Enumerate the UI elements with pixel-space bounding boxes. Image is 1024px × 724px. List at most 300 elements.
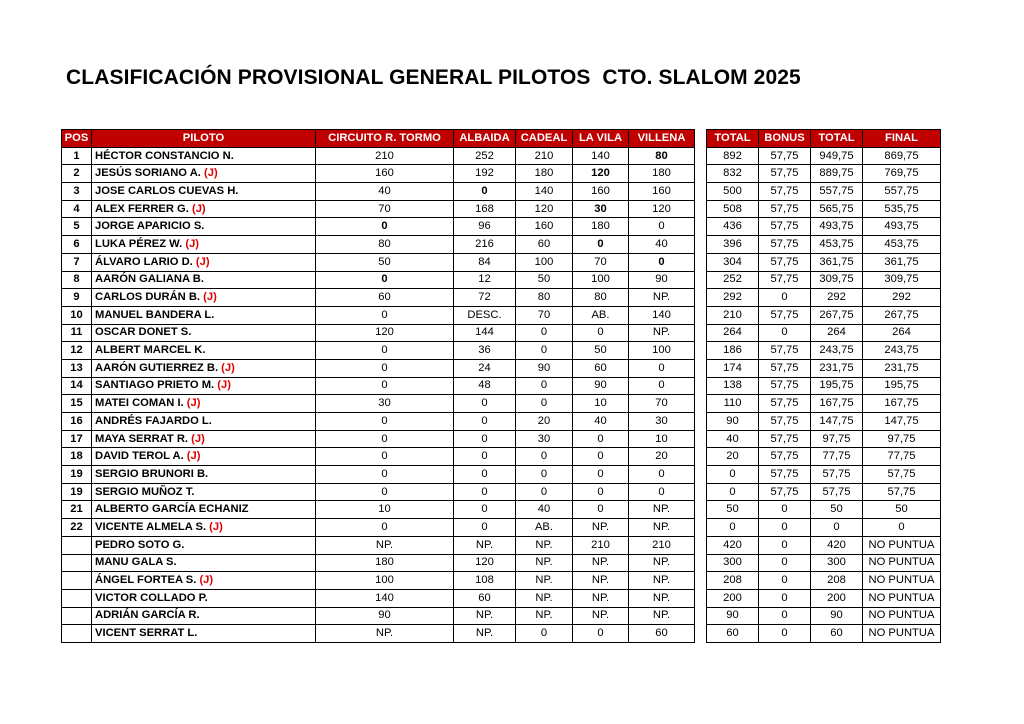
pos-cell: 19 bbox=[62, 483, 92, 501]
pilot-name: ÁLVARO LARIO D. bbox=[95, 255, 193, 268]
pilot-name-cell bbox=[92, 377, 316, 395]
score-cadeal: NP. bbox=[516, 589, 573, 607]
totals-row bbox=[707, 306, 941, 324]
table-row bbox=[62, 218, 695, 236]
score-la-vila: 180 bbox=[573, 218, 629, 236]
total-with-bonus-cell: 453,75 bbox=[811, 236, 863, 254]
total-with-bonus-cell: 208 bbox=[811, 572, 863, 590]
score-villena: 0 bbox=[629, 483, 695, 501]
score-la-vila: 120 bbox=[573, 165, 629, 183]
bonus-cell: 57,75 bbox=[759, 448, 811, 466]
pilot-name-cell bbox=[92, 589, 316, 607]
pilot-name: VICENTE ALMELA S. bbox=[95, 520, 207, 533]
pos-cell bbox=[62, 554, 92, 572]
score-villena: 0 bbox=[629, 253, 695, 271]
bonus-cell: 0 bbox=[759, 536, 811, 554]
pos-cell: 14 bbox=[62, 377, 92, 395]
final-cell: NO PUNTUA bbox=[863, 572, 941, 590]
table-row bbox=[62, 271, 695, 289]
score-albaida: 12 bbox=[454, 271, 516, 289]
pilot-name: HÉCTOR CONSTANCIO N. bbox=[95, 149, 234, 162]
score-la-vila: 100 bbox=[573, 271, 629, 289]
score-cadeal: NP. bbox=[516, 607, 573, 625]
score-la-vila: 0 bbox=[573, 466, 629, 484]
pilot-name: AARÓN GALIANA B. bbox=[95, 273, 204, 286]
total-cell: 508 bbox=[707, 200, 759, 218]
score-villena: NP. bbox=[629, 589, 695, 607]
score-villena: NP. bbox=[629, 554, 695, 572]
score-circuito-r-tormo: 0 bbox=[316, 359, 454, 377]
pilot-name: CARLOS DURÁN B. bbox=[95, 291, 201, 304]
table-row bbox=[62, 165, 695, 183]
total-with-bonus-cell: 147,75 bbox=[811, 413, 863, 431]
score-villena: NP. bbox=[629, 501, 695, 519]
pos-cell: 16 bbox=[62, 413, 92, 431]
header-cadeal: CADEAL bbox=[516, 130, 573, 148]
score-albaida: 0 bbox=[454, 395, 516, 413]
total-cell: 0 bbox=[707, 519, 759, 537]
final-cell: 769,75 bbox=[863, 165, 941, 183]
junior-badge: (J) bbox=[185, 237, 200, 250]
table-row bbox=[62, 342, 695, 360]
score-cadeal: 50 bbox=[516, 271, 573, 289]
score-villena: 0 bbox=[629, 377, 695, 395]
totals-row bbox=[707, 218, 941, 236]
bonus-cell: 57,75 bbox=[759, 466, 811, 484]
table-row bbox=[62, 413, 695, 431]
header-villena: VILLENA bbox=[629, 130, 695, 148]
bonus-cell: 0 bbox=[759, 289, 811, 307]
total-with-bonus-cell: 243,75 bbox=[811, 342, 863, 360]
totals-row bbox=[707, 165, 941, 183]
score-villena: 140 bbox=[629, 306, 695, 324]
pos-cell bbox=[62, 607, 92, 625]
score-la-vila: 160 bbox=[573, 183, 629, 201]
pilot-name-cell bbox=[92, 448, 316, 466]
total-with-bonus-cell: 889,75 bbox=[811, 165, 863, 183]
score-circuito-r-tormo: 0 bbox=[316, 342, 454, 360]
score-la-vila: 0 bbox=[573, 625, 629, 643]
bonus-cell: 57,75 bbox=[759, 271, 811, 289]
final-cell: 147,75 bbox=[863, 413, 941, 431]
bonus-cell: 0 bbox=[759, 554, 811, 572]
pos-cell: 18 bbox=[62, 448, 92, 466]
total-cell: 210 bbox=[707, 306, 759, 324]
pilot-name: MANU GALA S. bbox=[95, 556, 177, 569]
totals-row bbox=[707, 501, 941, 519]
totals-row bbox=[707, 519, 941, 537]
totals-row bbox=[707, 377, 941, 395]
bonus-cell: 0 bbox=[759, 572, 811, 590]
score-cadeal: 80 bbox=[516, 289, 573, 307]
score-circuito-r-tormo: 80 bbox=[316, 236, 454, 254]
score-cadeal: 0 bbox=[516, 448, 573, 466]
bonus-cell: 57,75 bbox=[759, 395, 811, 413]
total-cell: 0 bbox=[707, 466, 759, 484]
junior-badge: (J) bbox=[203, 291, 217, 304]
bonus-cell: 57,75 bbox=[759, 218, 811, 236]
score-circuito-r-tormo: 0 bbox=[316, 519, 454, 537]
score-la-vila: 40 bbox=[573, 413, 629, 431]
score-la-vila: 210 bbox=[573, 536, 629, 554]
pos-cell: 17 bbox=[62, 430, 92, 448]
pilot-name: AARÓN GUTIERREZ B. bbox=[95, 361, 219, 374]
score-villena: NP. bbox=[629, 519, 695, 537]
pos-cell: 10 bbox=[62, 306, 92, 324]
total-cell: 832 bbox=[707, 165, 759, 183]
score-villena: 0 bbox=[629, 466, 695, 484]
table-row bbox=[62, 572, 695, 590]
total-cell: 138 bbox=[707, 377, 759, 395]
bonus-cell: 57,75 bbox=[759, 147, 811, 165]
pilot-name-cell bbox=[92, 466, 316, 484]
table-row bbox=[62, 607, 695, 625]
table-row bbox=[62, 200, 695, 218]
total-cell: 50 bbox=[707, 501, 759, 519]
totals-header-row bbox=[707, 130, 941, 148]
pilot-name: ALEX FERRER G. bbox=[95, 202, 189, 215]
score-albaida: 24 bbox=[454, 359, 516, 377]
final-cell: 309,75 bbox=[863, 271, 941, 289]
score-cadeal: NP. bbox=[516, 554, 573, 572]
total-cell: 420 bbox=[707, 536, 759, 554]
total-cell: 110 bbox=[707, 395, 759, 413]
pilot-name: VICENT SERRAT L. bbox=[95, 627, 198, 640]
score-cadeal: 0 bbox=[516, 324, 573, 342]
totals-row bbox=[707, 483, 941, 501]
score-la-vila: 30 bbox=[573, 200, 629, 218]
score-cadeal: 100 bbox=[516, 253, 573, 271]
total-cell: 60 bbox=[707, 625, 759, 643]
totals-row bbox=[707, 466, 941, 484]
pilot-name: OSCAR DONET S. bbox=[95, 326, 192, 339]
final-cell: 57,75 bbox=[863, 483, 941, 501]
score-cadeal: 60 bbox=[516, 236, 573, 254]
total-cell: 892 bbox=[707, 147, 759, 165]
total-with-bonus-cell: 361,75 bbox=[811, 253, 863, 271]
score-circuito-r-tormo: 100 bbox=[316, 572, 454, 590]
pilot-name: PEDRO SOTO G. bbox=[95, 538, 185, 551]
total-with-bonus-cell: 167,75 bbox=[811, 395, 863, 413]
score-circuito-r-tormo: 0 bbox=[316, 448, 454, 466]
score-albaida: 96 bbox=[454, 218, 516, 236]
score-la-vila: NP. bbox=[573, 554, 629, 572]
table-row bbox=[62, 466, 695, 484]
pos-cell: 2 bbox=[62, 165, 92, 183]
totals-row bbox=[707, 253, 941, 271]
totals-row bbox=[707, 289, 941, 307]
bonus-cell: 0 bbox=[759, 607, 811, 625]
pos-cell bbox=[62, 625, 92, 643]
total-with-bonus-cell: 292 bbox=[811, 289, 863, 307]
total-with-bonus-cell: 0 bbox=[811, 519, 863, 537]
score-circuito-r-tormo: 70 bbox=[316, 200, 454, 218]
final-cell: NO PUNTUA bbox=[863, 625, 941, 643]
pilot-name-cell bbox=[92, 200, 316, 218]
bonus-cell: 57,75 bbox=[759, 253, 811, 271]
total-with-bonus-cell: 97,75 bbox=[811, 430, 863, 448]
table-row bbox=[62, 359, 695, 377]
pilot-name: JOSE CARLOS CUEVAS H. bbox=[95, 184, 239, 197]
score-cadeal: 140 bbox=[516, 183, 573, 201]
total-with-bonus-cell: 50 bbox=[811, 501, 863, 519]
score-villena: 100 bbox=[629, 342, 695, 360]
total-cell: 252 bbox=[707, 271, 759, 289]
header-la-vila: LA VILA bbox=[573, 130, 629, 148]
score-circuito-r-tormo: 160 bbox=[316, 165, 454, 183]
pos-cell: 9 bbox=[62, 289, 92, 307]
score-cadeal: NP. bbox=[516, 572, 573, 590]
pilot-name-cell bbox=[92, 218, 316, 236]
page-title: CLASIFICACIÓN PROVISIONAL GENERAL PILOTOS CTO. SLALOM 2025 bbox=[66, 66, 801, 89]
totals-row bbox=[707, 589, 941, 607]
final-cell: NO PUNTUA bbox=[863, 554, 941, 572]
final-cell: 493,75 bbox=[863, 218, 941, 236]
pilot-name: VICTOR COLLADO P. bbox=[95, 591, 208, 604]
bonus-cell: 57,75 bbox=[759, 483, 811, 501]
table-row bbox=[62, 183, 695, 201]
header-total-bonus: TOTAL bbox=[811, 130, 863, 148]
total-with-bonus-cell: 200 bbox=[811, 589, 863, 607]
pos-cell: 3 bbox=[62, 183, 92, 201]
score-villena: 0 bbox=[629, 218, 695, 236]
score-albaida: 120 bbox=[454, 554, 516, 572]
total-with-bonus-cell: 195,75 bbox=[811, 377, 863, 395]
total-with-bonus-cell: 267,75 bbox=[811, 306, 863, 324]
score-albaida: 216 bbox=[454, 236, 516, 254]
final-cell: 264 bbox=[863, 324, 941, 342]
score-albaida: 144 bbox=[454, 324, 516, 342]
final-cell: 231,75 bbox=[863, 359, 941, 377]
total-cell: 292 bbox=[707, 289, 759, 307]
score-cadeal: 160 bbox=[516, 218, 573, 236]
score-cadeal: 210 bbox=[516, 147, 573, 165]
pilot-name-cell bbox=[92, 607, 316, 625]
pilot-name: MATEI COMAN I. bbox=[95, 397, 184, 410]
pilot-name-cell bbox=[92, 306, 316, 324]
bonus-cell: 57,75 bbox=[759, 200, 811, 218]
bonus-cell: 57,75 bbox=[759, 342, 811, 360]
total-cell: 304 bbox=[707, 253, 759, 271]
score-albaida: 48 bbox=[454, 377, 516, 395]
pilot-name: MAYA SERRAT R. bbox=[95, 432, 189, 445]
totals-row bbox=[707, 413, 941, 431]
score-la-vila: 60 bbox=[573, 359, 629, 377]
score-villena: 20 bbox=[629, 448, 695, 466]
score-la-vila: 0 bbox=[573, 430, 629, 448]
bonus-cell: 57,75 bbox=[759, 183, 811, 201]
score-cadeal: 40 bbox=[516, 501, 573, 519]
score-albaida: 0 bbox=[454, 466, 516, 484]
final-cell: 167,75 bbox=[863, 395, 941, 413]
table-row bbox=[62, 589, 695, 607]
totals-row bbox=[707, 625, 941, 643]
pilot-name-cell bbox=[92, 572, 316, 590]
pilot-name-cell bbox=[92, 147, 316, 165]
score-villena: 40 bbox=[629, 236, 695, 254]
score-albaida: NP. bbox=[454, 536, 516, 554]
score-circuito-r-tormo: 0 bbox=[316, 466, 454, 484]
total-with-bonus-cell: 300 bbox=[811, 554, 863, 572]
table-row bbox=[62, 236, 695, 254]
junior-badge: (J) bbox=[209, 520, 223, 533]
table-row bbox=[62, 324, 695, 342]
table-row bbox=[62, 448, 695, 466]
totals-row bbox=[707, 554, 941, 572]
final-cell: 453,75 bbox=[863, 236, 941, 254]
table-row bbox=[62, 554, 695, 572]
score-circuito-r-tormo: 50 bbox=[316, 253, 454, 271]
pilot-name-cell bbox=[92, 519, 316, 537]
header-bonus: BONUS bbox=[759, 130, 811, 148]
total-with-bonus-cell: 57,75 bbox=[811, 466, 863, 484]
score-villena: 60 bbox=[629, 625, 695, 643]
score-cadeal: 0 bbox=[516, 342, 573, 360]
bonus-cell: 0 bbox=[759, 589, 811, 607]
score-cadeal: 70 bbox=[516, 306, 573, 324]
score-villena: 180 bbox=[629, 165, 695, 183]
score-albaida: 192 bbox=[454, 165, 516, 183]
score-circuito-r-tormo: 40 bbox=[316, 183, 454, 201]
score-cadeal: 120 bbox=[516, 200, 573, 218]
score-circuito-r-tormo: 30 bbox=[316, 395, 454, 413]
total-with-bonus-cell: 60 bbox=[811, 625, 863, 643]
totals-row bbox=[707, 271, 941, 289]
total-cell: 500 bbox=[707, 183, 759, 201]
table-row bbox=[62, 536, 695, 554]
score-circuito-r-tormo: NP. bbox=[316, 625, 454, 643]
score-cadeal: 20 bbox=[516, 413, 573, 431]
pilot-name-cell bbox=[92, 289, 316, 307]
score-villena: NP. bbox=[629, 289, 695, 307]
totals-row bbox=[707, 342, 941, 360]
total-cell: 186 bbox=[707, 342, 759, 360]
pos-cell bbox=[62, 536, 92, 554]
totals-row bbox=[707, 200, 941, 218]
pilot-name: DAVID TEROL A. bbox=[95, 450, 184, 463]
score-albaida: 84 bbox=[454, 253, 516, 271]
score-villena: 160 bbox=[629, 183, 695, 201]
score-circuito-r-tormo: 0 bbox=[316, 483, 454, 501]
final-cell: 869,75 bbox=[863, 147, 941, 165]
score-circuito-r-tormo: 60 bbox=[316, 289, 454, 307]
score-la-vila: 0 bbox=[573, 501, 629, 519]
total-cell: 90 bbox=[707, 413, 759, 431]
junior-badge: (J) bbox=[186, 450, 201, 463]
score-cadeal: 180 bbox=[516, 165, 573, 183]
score-circuito-r-tormo: 140 bbox=[316, 589, 454, 607]
score-villena: 70 bbox=[629, 395, 695, 413]
final-cell: 50 bbox=[863, 501, 941, 519]
bonus-cell: 0 bbox=[759, 519, 811, 537]
total-cell: 174 bbox=[707, 359, 759, 377]
score-villena: NP. bbox=[629, 572, 695, 590]
totals-row bbox=[707, 572, 941, 590]
junior-badge: (J) bbox=[217, 379, 231, 392]
final-cell: 195,75 bbox=[863, 377, 941, 395]
final-cell: NO PUNTUA bbox=[863, 607, 941, 625]
score-la-vila: NP. bbox=[573, 589, 629, 607]
score-albaida: 0 bbox=[454, 183, 516, 201]
pilot-name-cell bbox=[92, 413, 316, 431]
junior-badge: (J) bbox=[199, 574, 214, 587]
pos-cell bbox=[62, 589, 92, 607]
pilot-name: ÁNGEL FORTEA S. bbox=[95, 574, 197, 587]
table-row bbox=[62, 147, 695, 165]
score-circuito-r-tormo: 180 bbox=[316, 554, 454, 572]
score-la-vila: 0 bbox=[573, 448, 629, 466]
total-cell: 20 bbox=[707, 448, 759, 466]
totals-row bbox=[707, 324, 941, 342]
total-with-bonus-cell: 949,75 bbox=[811, 147, 863, 165]
bonus-cell: 0 bbox=[759, 324, 811, 342]
score-circuito-r-tormo: 10 bbox=[316, 501, 454, 519]
score-cadeal: 0 bbox=[516, 377, 573, 395]
total-cell: 0 bbox=[707, 483, 759, 501]
pilot-name: ALBERTO GARCÍA ECHANIZ bbox=[95, 503, 249, 516]
final-cell: 77,75 bbox=[863, 448, 941, 466]
score-albaida: 0 bbox=[454, 430, 516, 448]
pos-cell: 21 bbox=[62, 501, 92, 519]
junior-badge: (J) bbox=[191, 432, 205, 445]
score-la-vila: NP. bbox=[573, 607, 629, 625]
totals-row bbox=[707, 395, 941, 413]
final-cell: NO PUNTUA bbox=[863, 536, 941, 554]
pos-cell: 7 bbox=[62, 253, 92, 271]
table-row bbox=[62, 501, 695, 519]
total-cell: 208 bbox=[707, 572, 759, 590]
score-la-vila: 0 bbox=[573, 236, 629, 254]
pilot-name: ADRIÁN GARCÍA R. bbox=[95, 609, 200, 622]
score-cadeal: 0 bbox=[516, 466, 573, 484]
final-cell: NO PUNTUA bbox=[863, 589, 941, 607]
final-cell: 267,75 bbox=[863, 306, 941, 324]
table-row bbox=[62, 483, 695, 501]
total-with-bonus-cell: 90 bbox=[811, 607, 863, 625]
score-albaida: 36 bbox=[454, 342, 516, 360]
score-circuito-r-tormo: 210 bbox=[316, 147, 454, 165]
junior-badge: (J) bbox=[186, 397, 201, 410]
pos-cell: 8 bbox=[62, 271, 92, 289]
pilot-name-cell bbox=[92, 359, 316, 377]
total-with-bonus-cell: 309,75 bbox=[811, 271, 863, 289]
score-villena: 120 bbox=[629, 200, 695, 218]
table-row bbox=[62, 289, 695, 307]
header-final: FINAL bbox=[863, 130, 941, 148]
score-cadeal: 90 bbox=[516, 359, 573, 377]
pos-cell bbox=[62, 572, 92, 590]
final-cell: 57,75 bbox=[863, 466, 941, 484]
score-villena: 80 bbox=[629, 147, 695, 165]
pilot-name-cell bbox=[92, 271, 316, 289]
pilot-name-cell bbox=[92, 430, 316, 448]
score-albaida: 168 bbox=[454, 200, 516, 218]
score-la-vila: 0 bbox=[573, 324, 629, 342]
results-table bbox=[61, 129, 695, 643]
pilot-name-cell bbox=[92, 342, 316, 360]
score-circuito-r-tormo: 0 bbox=[316, 218, 454, 236]
table-row bbox=[62, 377, 695, 395]
score-albaida: NP. bbox=[454, 607, 516, 625]
totals-row bbox=[707, 536, 941, 554]
score-villena: 90 bbox=[629, 271, 695, 289]
pilot-name-cell bbox=[92, 501, 316, 519]
results-header-row bbox=[62, 130, 695, 148]
pilot-name: JORGE APARICIO S. bbox=[95, 220, 205, 233]
final-cell: 535,75 bbox=[863, 200, 941, 218]
total-cell: 264 bbox=[707, 324, 759, 342]
pilot-name-cell bbox=[92, 625, 316, 643]
